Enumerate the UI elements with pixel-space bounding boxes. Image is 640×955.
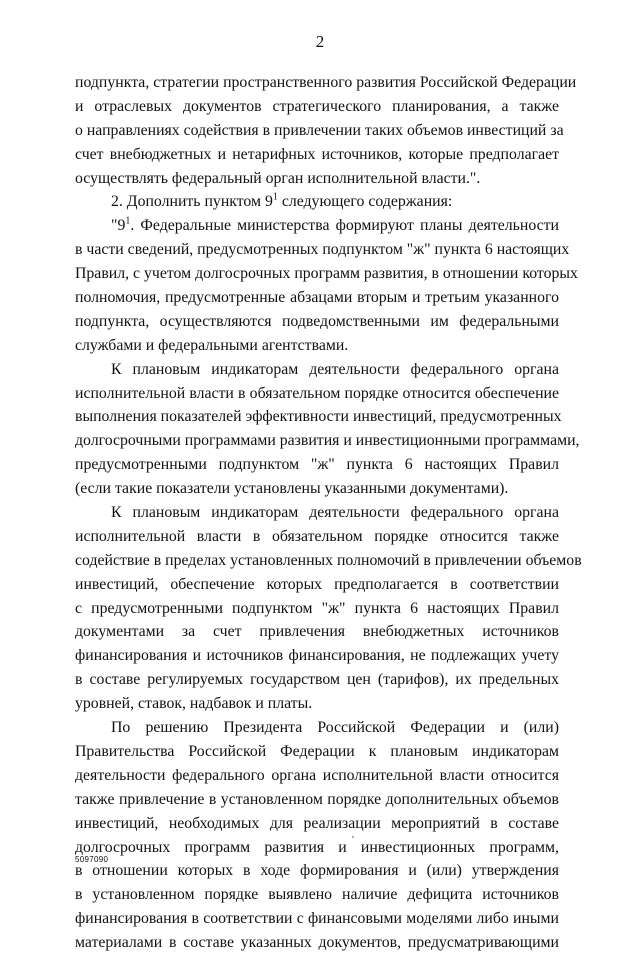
text-line	[75, 238, 570, 262]
text-line-content: счет внебюджетных и нетарифных источников, которые предполагает	[75, 145, 559, 163]
text-line	[75, 620, 559, 644]
text-line-content: финансирования в соответствии с финансовыми моделями либо иными	[75, 910, 559, 928]
text-line	[75, 71, 577, 95]
text-line-content: К плановым индикаторам деятельности федерального органа	[111, 360, 559, 378]
text-line-content: финансирования и источников финансирования, не подлежащих учету	[75, 647, 559, 665]
text-line	[75, 143, 559, 167]
text-line-content: Правительства Российской Федерации к плановым индикаторам	[75, 742, 559, 760]
text-line	[75, 405, 562, 429]
text-line	[75, 358, 559, 382]
text-line	[75, 453, 559, 477]
text-line	[75, 597, 559, 621]
document-body	[75, 71, 582, 955]
text-line-content: документами за счет привлечения внебюджетных источников	[75, 623, 559, 641]
text-line-content: предусмотренными подпунктом "ж" пункта 6 настоящих Правил	[75, 456, 559, 474]
text-line-content: службами и федеральными агентствами.	[75, 336, 349, 354]
text-line-content: с предусмотренными подпунктом "ж" пункта 6 настоящих Правил	[75, 599, 559, 617]
text-line-content: По решению Президента Российской Федерации и (или)	[111, 719, 559, 737]
text-line	[75, 907, 559, 931]
text-line-content: о направлениях содействия в привлечении таких объемов инвестиций за	[75, 121, 564, 139]
text-line	[75, 501, 559, 525]
text-line	[75, 262, 578, 286]
text-line-content: инвестиций, необходимых для реализации мероприятий в составе	[75, 814, 559, 832]
text-line-content: полномочия, предусмотренные абзацами вторым и третьим указанного	[75, 289, 559, 307]
text-line-content: исполнительной власти в обязательном порядке относится обеспечение	[75, 384, 559, 402]
scan-speck	[352, 836, 354, 838]
text-line-content: содействие в пределах установленных полномочий в привлечении объемов	[75, 551, 582, 569]
text-line	[75, 764, 559, 788]
text-line-content: "9	[111, 217, 126, 235]
text-line	[75, 214, 559, 238]
text-line	[75, 334, 559, 358]
text-line-content: (если такие показатели установлены указанными документами).	[75, 480, 509, 498]
text-line	[75, 836, 559, 860]
text-line-content: деятельности федерального органа исполнительной власти относится	[75, 766, 559, 784]
text-line	[75, 859, 559, 883]
text-line-content: К плановым индикаторам деятельности федерального органа	[111, 504, 559, 522]
text-line	[75, 167, 559, 191]
text-line	[75, 740, 559, 764]
text-line	[75, 525, 559, 549]
text-line-content: 2. Дополнить пунктом 9	[111, 193, 273, 211]
text-line-content: в составе регулируемых государством цен (тарифов), их предельных	[75, 671, 559, 689]
document-code: 5097090	[75, 855, 109, 864]
page-number: 2	[315, 32, 325, 51]
text-line-content: долгосрочных программ развития и инвестиционных программ,	[75, 838, 559, 856]
text-line	[75, 644, 559, 668]
text-line-content: подпункта, осуществляются подведомственными им федеральными	[75, 312, 559, 330]
text-line-content: подпункта, стратегии пространственного развития Российской Федерации	[75, 74, 577, 91]
text-line-content: долгосрочными программами развития и инвестиционными программами,	[75, 432, 580, 450]
text-line	[75, 95, 559, 119]
superscript: 1	[125, 216, 131, 228]
text-line-tail: . Федеральные министерства формируют планы деятельности	[130, 217, 559, 235]
text-line	[75, 382, 559, 406]
text-line	[75, 549, 582, 573]
text-line	[75, 119, 564, 143]
text-line	[75, 883, 559, 907]
text-line	[75, 788, 559, 812]
text-line-content: материалами в составе указанных документов, предусматривающими	[75, 934, 559, 952]
text-line	[75, 310, 559, 334]
text-line	[75, 477, 559, 501]
text-line	[75, 812, 559, 836]
text-line	[75, 573, 559, 597]
text-line-content: также привлечение в установленном порядке дополнительных объемов	[75, 790, 559, 808]
text-line	[75, 668, 559, 692]
text-line-content: в отношении которых в ходе формирования и (или) утверждения	[75, 862, 559, 880]
superscript: 1	[272, 192, 278, 204]
text-line-content: выполнения показателей эффективности инвестиций, предусмотренных	[75, 408, 562, 426]
text-line-content: в установленном порядке выявлено наличие дефицита источников	[75, 886, 559, 904]
text-line-content: инвестиций, обеспечение которых предполагается в соответствии	[75, 575, 559, 593]
text-line	[75, 716, 559, 740]
text-line-content: и отраслевых документов стратегического планирования, а также	[75, 97, 559, 115]
text-line	[75, 429, 580, 453]
text-line-content: исполнительной власти в обязательном порядке относится также	[75, 527, 559, 545]
text-line	[75, 931, 559, 955]
text-line-content: уровней, ставок, надбавок и платы.	[75, 695, 313, 713]
text-line-content: Правил, с учетом долгосрочных программ развития, в отношении которых	[75, 265, 578, 283]
text-line-tail: следующего содержания:	[277, 193, 453, 211]
text-line	[75, 190, 559, 214]
text-line-content: осуществлять федеральный орган исполнительной власти.".	[75, 169, 481, 187]
text-line-content: в части сведений, предусмотренных подпунктом "ж" пункта 6 настоящих	[75, 241, 570, 259]
text-line	[75, 692, 559, 716]
text-line	[75, 286, 559, 310]
